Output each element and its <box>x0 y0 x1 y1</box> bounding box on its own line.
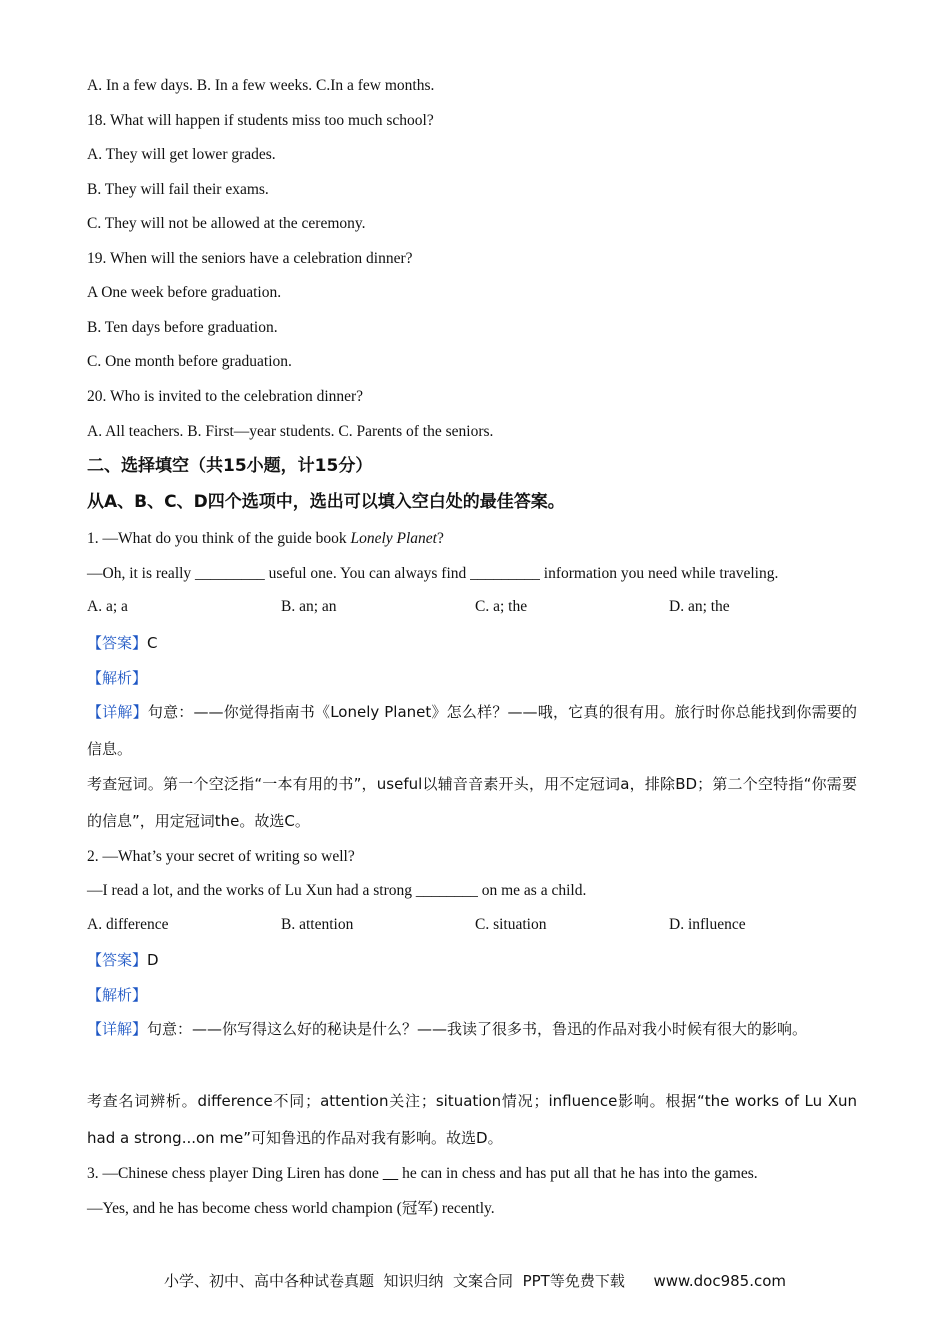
q17-options: A. In a few days. B. In a few weeks. C.In a few months. <box>87 77 435 94</box>
detail-tag: 【详解】 <box>87 1020 148 1038</box>
q19-option-a: A One week before graduation. <box>87 284 282 301</box>
q2-option-a: A. difference <box>87 916 169 933</box>
q20-options: A. All teachers. B. First—year students. C. Parents of the seniors. <box>87 423 494 440</box>
detail-tag: 【详解】 <box>87 703 148 721</box>
q1-option-b: B. an; an <box>281 598 337 615</box>
q1-option-d: D. an; the <box>669 598 730 615</box>
q1-stem <box>87 529 444 549</box>
q3-reply: —Yes, and he has become chess world champion (冠军) recently. <box>87 1200 495 1217</box>
q2-answer <box>87 950 159 970</box>
q2-analysis-tag: 【解析】 <box>87 986 148 1004</box>
q2-option-d: D. influence <box>669 916 746 933</box>
q2-detail-text: 句意：——你写得这么好的秘诀是什么？——我读了很多书，鲁迅的作品对我小时候有很大的影响。 <box>147 1020 808 1038</box>
q19-option-b: B. Ten days before graduation. <box>87 319 278 336</box>
q1-reply: —Oh, it is really _________ useful one. You can always find _________ information you need while traveling. <box>87 565 779 582</box>
q1-answer-value: C <box>147 634 158 652</box>
q1-stem-pre: 1. —What do you think of the guide book <box>87 530 351 547</box>
q1-explanation: 考查冠词。第一个空泛指“一本有用的书”，useful以辅音音素开头，用不定冠词a，排除BD；第二个空特指“你需要的信息”，用定冠词the。故选C。 <box>87 775 857 830</box>
q3-blank <box>383 1165 399 1182</box>
q19-option-c: C. One month before graduation. <box>87 353 292 370</box>
page-footer: 小学、初中、高中各种试卷真题 知识归纳 文案合同 PPT等免费下载 www.doc985.com <box>163 1272 787 1290</box>
q1-analysis-tag: 【解析】 <box>87 669 148 687</box>
q2-reply: —I read a lot, and the works of Lu Xun had a strong ________ on me as a child. <box>87 882 587 899</box>
q19-stem: 19. When will the seniors have a celebration dinner? <box>87 250 413 267</box>
q2-option-b: B. attention <box>281 916 354 933</box>
q1-stem-title: Lonely Planet <box>350 530 437 547</box>
q2-option-c: C. situation <box>475 916 547 933</box>
q3-stem-pre: 3. —Chinese chess player Ding Liren has done <box>87 1165 383 1182</box>
q2-answer-value: D <box>147 951 159 969</box>
q2-detail <box>87 1011 857 1048</box>
q1-option-c: C. a; the <box>475 598 528 615</box>
answer-tag: 【答案】 <box>87 634 148 652</box>
q1-detail-text: 句意：——你觉得指南书《Lonely Planet》怎么样？——哦，它真的很有用。旅行时你总能找到你需要的信息。 <box>87 703 857 758</box>
q18-stem: 18. What will happen if students miss too much school? <box>87 112 434 129</box>
section-instruction: 从A、B、C、D四个选项中，选出可以填入空白处的最佳答案。 <box>87 492 565 512</box>
q1-answer <box>87 633 158 653</box>
answer-tag: 【答案】 <box>87 951 148 969</box>
q18-option-c: C. They will not be allowed at the ceremony. <box>87 215 366 232</box>
q3-stem <box>87 1164 758 1184</box>
q18-option-b: B. They will fail their exams. <box>87 181 269 198</box>
q2-stem: 2. —What’s your secret of writing so well? <box>87 848 355 865</box>
q18-option-a: A. They will get lower grades. <box>87 146 276 163</box>
q1-stem-post: ? <box>437 530 444 547</box>
section-title: 二、选择填空（共15小题，计15分） <box>87 456 373 476</box>
q1-options <box>0 598 950 618</box>
q1-option-a: A. a; a <box>87 598 128 615</box>
q20-stem: 20. Who is invited to the celebration dinner? <box>87 388 364 405</box>
q2-options <box>0 916 950 936</box>
q2-explanation: 考查名词辨析。difference不同；attention关注；situation情况；influence影响。根据“the works of Lu Xun had a strong...on me”可知鲁迅的作品对我有影响。故选D。 <box>87 1092 857 1147</box>
q1-detail <box>87 694 857 768</box>
q3-stem-post: he can in chess and has put all that he has into the games. <box>398 1165 758 1182</box>
